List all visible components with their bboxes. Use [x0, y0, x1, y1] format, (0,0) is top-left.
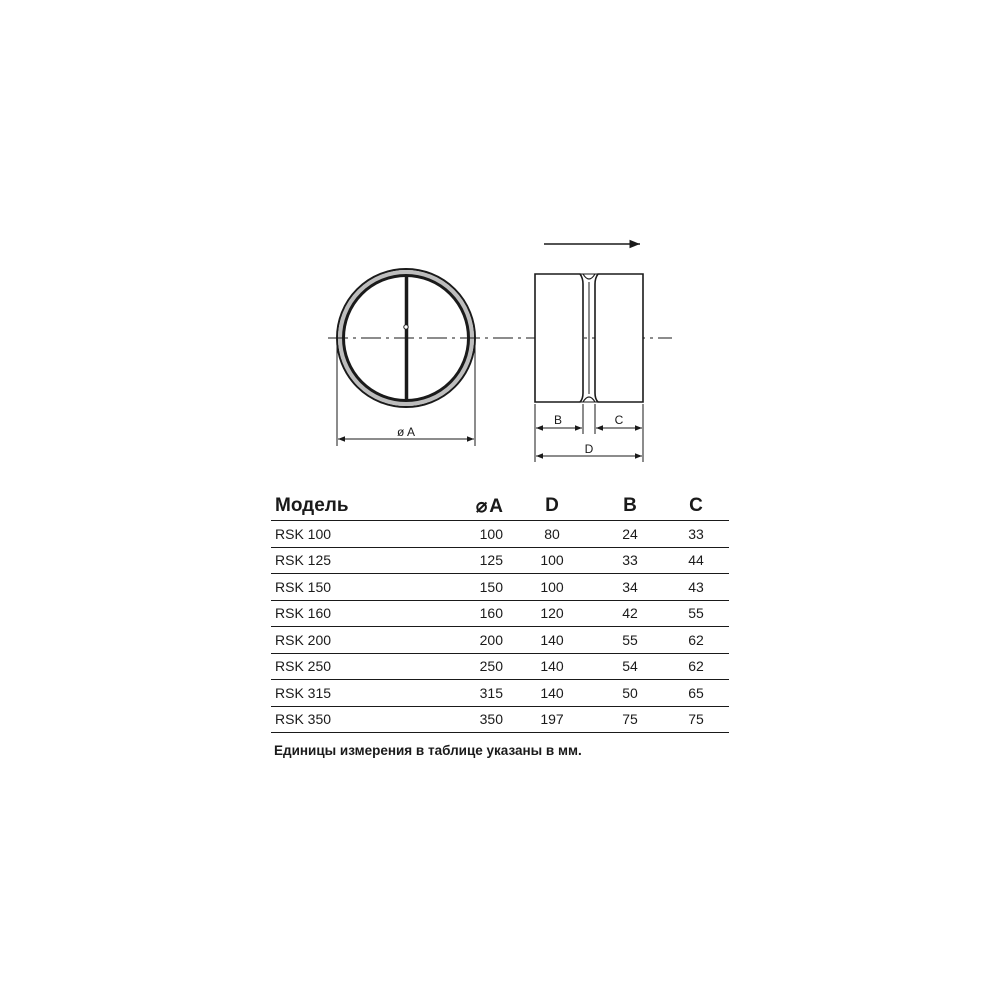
cell-d: 140 [507, 653, 597, 680]
cell-model: RSK 350 [271, 706, 411, 733]
table-row [271, 680, 729, 707]
cell-d: 100 [507, 574, 597, 601]
shutter-pivot [404, 325, 408, 329]
cell-d: 140 [507, 680, 597, 707]
header-c: C [663, 492, 729, 521]
cell-b: 34 [597, 574, 663, 601]
cell-c: 55 [663, 600, 729, 627]
cell-b: 42 [597, 600, 663, 627]
cell-a: 100 [411, 521, 507, 548]
table-row [271, 627, 729, 654]
table-row [271, 521, 729, 548]
cell-b: 75 [597, 706, 663, 733]
table-header-row [271, 492, 729, 521]
cell-d: 120 [507, 600, 597, 627]
cell-model: RSK 125 [271, 547, 411, 574]
cell-a: 125 [411, 547, 507, 574]
diameter-a-label: ø A [396, 425, 416, 439]
cell-a: 150 [411, 574, 507, 601]
header-model: Модель [271, 492, 411, 521]
cell-d: 197 [507, 706, 597, 733]
cell-b: 54 [597, 653, 663, 680]
side-view-body-right [595, 274, 643, 402]
cell-b: 24 [597, 521, 663, 548]
header-a-label: A [489, 495, 503, 517]
header-d: D [507, 492, 597, 521]
side-view-groove [583, 274, 595, 279]
cell-a: 315 [411, 680, 507, 707]
diameter-symbol: ⌀ [475, 495, 488, 517]
side-view-body-left [535, 274, 583, 402]
cell-c: 44 [663, 547, 729, 574]
cell-a: 250 [411, 653, 507, 680]
cell-b: 55 [597, 627, 663, 654]
table-row [271, 653, 729, 680]
cell-c: 33 [663, 521, 729, 548]
table-row [271, 706, 729, 733]
cell-a: 200 [411, 627, 507, 654]
cell-model: RSK 160 [271, 600, 411, 627]
cell-b: 33 [597, 547, 663, 574]
cell-model: RSK 250 [271, 653, 411, 680]
table-row [271, 600, 729, 627]
cell-c: 62 [663, 653, 729, 680]
cell-model: RSK 150 [271, 574, 411, 601]
cell-model: RSK 100 [271, 521, 411, 548]
side-dimensions [535, 404, 643, 462]
cell-d: 80 [507, 521, 597, 548]
cell-d: 140 [507, 627, 597, 654]
cell-c: 43 [663, 574, 729, 601]
cell-c: 65 [663, 680, 729, 707]
header-diameter-a [411, 492, 507, 521]
cell-c: 62 [663, 627, 729, 654]
dimension-d-label: D [584, 442, 594, 456]
side-view [535, 274, 643, 402]
dimension-c-label: C [614, 413, 624, 427]
units-footnote: Единицы измерения в таблице указаны в мм. [274, 743, 582, 758]
cell-model: RSK 315 [271, 680, 411, 707]
cell-a: 350 [411, 706, 507, 733]
cell-d: 100 [507, 547, 597, 574]
table-row [271, 574, 729, 601]
cell-c: 75 [663, 706, 729, 733]
table-row [271, 547, 729, 574]
header-b: B [597, 492, 663, 521]
cell-b: 50 [597, 680, 663, 707]
dimensions-table [271, 492, 729, 733]
cell-model: RSK 200 [271, 627, 411, 654]
cell-a: 160 [411, 600, 507, 627]
dimension-b-label: B [553, 413, 563, 427]
